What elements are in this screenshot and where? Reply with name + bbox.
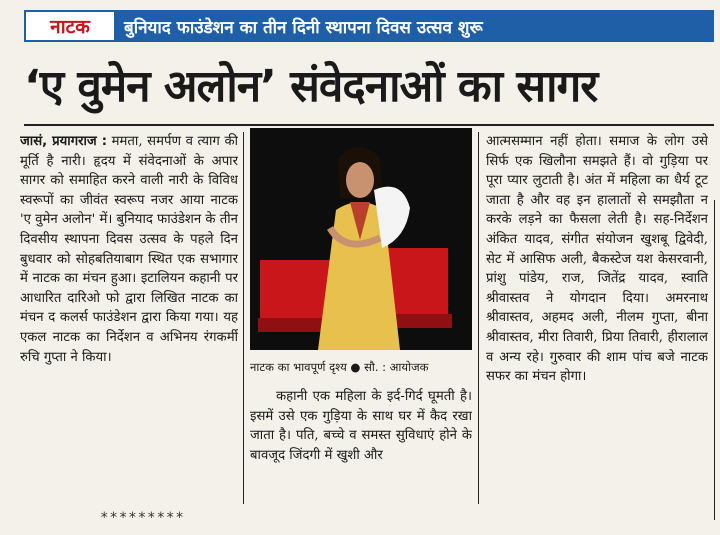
section-tag: नाटक xyxy=(24,10,116,42)
byline: जासं, प्रयागराज : xyxy=(20,134,108,149)
main-headline: ‘ए वुमेन अलोन’ संवेदनाओं का सागर xyxy=(24,61,598,112)
column-3-text: आत्मसम्मान नहीं होता। समाज के लोग उसे सिर्फ एक खिलौना समझते हैं। वो गुड़िया पर पूरा प्यार लुटाती है। अंत में महिला का धैर्य टूट जाता है और वह इन हालातों से समझौता न करके लड़ने का फैसला लेती है। सह-निर्देशन अंकित यादव, संगीत संयोजन खुशबू द्विवेदी, सेट में आसिफ अली, बैकस्टेज यश केसरवानी, प्रांशु पांडेय, राज, जितेंद्र यादव, स्वाति श्रीवास्तव ने योगदान दिया। अमरनाथ श्रीवास्तव, अहमद अली, नीलम गुप्ता, बीना श्रीवास्तव, मीरा तिवारी, प्रिया तिवारी, हीरालाल व अन्य रहे। गुरुवार की शाम पांच बजे नाटक सफर का मंचन होगा। xyxy=(486,134,708,385)
column-rule-2 xyxy=(478,132,479,504)
headline-rule xyxy=(24,124,714,126)
column-1-paragraph xyxy=(20,132,238,367)
article-column-2 xyxy=(250,387,472,507)
end-stars: ********* xyxy=(100,510,185,526)
performance-photo-image xyxy=(250,128,472,350)
article-photo xyxy=(250,128,472,350)
photo-caption: नाटक का भावपूर्ण दृश्य ● सौ. : आयोजक xyxy=(250,360,429,374)
article-column-1 xyxy=(20,132,238,508)
column-rule-1 xyxy=(243,132,244,504)
headline-strip xyxy=(24,10,714,42)
sub-headline: बुनियाद फाउंडेशन का तीन दिनी स्थापना दिवस उत्सव शुरू xyxy=(116,10,714,42)
page-edge-rule xyxy=(714,200,715,520)
column-2-text: कहानी एक महिला के इर्द-गिर्द घूमती है। इसमें उसे एक गुड़िया के साथ घर में कैद रखा जाता है। पति, बच्चे व समस्त सुविधाएं होने के बावजूद जिंदगी में खुशी और xyxy=(250,389,472,463)
column-1-text: ममता, समर्पण व त्याग की मूर्ति है नारी। हृदय में संवेदनाओं के अपार सागर को समाहित करने वाली नारी के विविध स्वरूपों का जीवंत स्वरूप नजर आया नाटक 'ए वुमेन अलोन' में। बुनियाद फाउंडेशन के तीन दिवसीय स्थापना दिवस उत्सव के पहले दिन बुधवार को सोहबतियाबाग स्थित एक सभागार में नाटक का मंचन हुआ। इटालियन कहानी पर आधारित दारिओ फो द्वारा लिखित नाटक का मंचन द कलर्स फाउंडेशन द्वारा किया गया। यह एकल नाटक का निर्देशन व अभिनय रंगकर्मी रुचि गुप्ता ने किया। xyxy=(20,134,238,365)
article-column-3 xyxy=(486,132,708,508)
